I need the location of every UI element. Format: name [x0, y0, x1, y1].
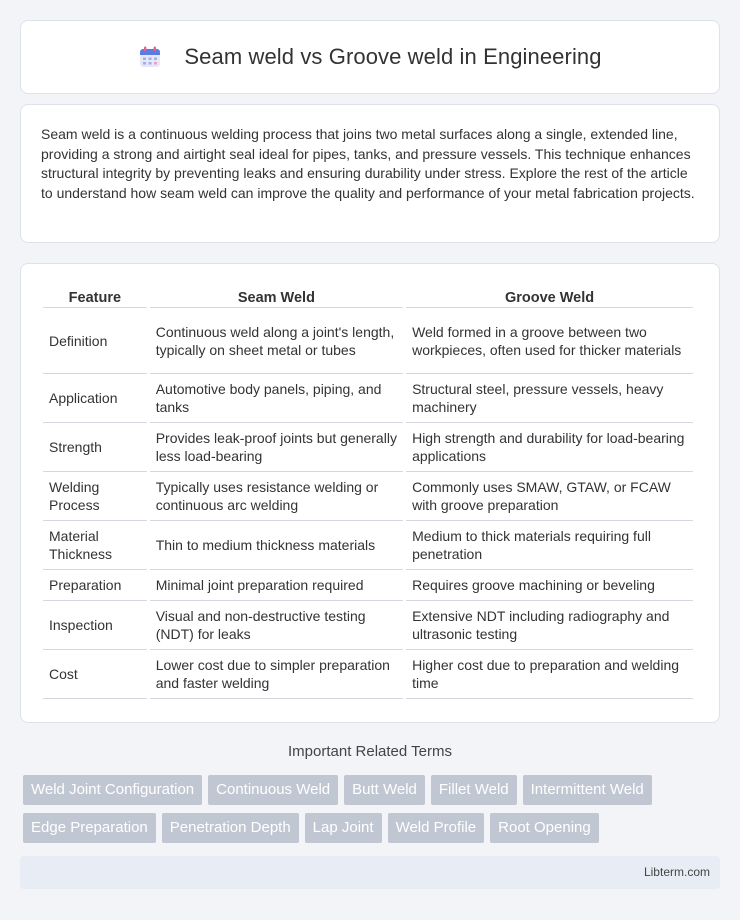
header-groove-weld: Groove Weld [406, 284, 693, 308]
related-term-tag[interactable]: Continuous Weld [208, 775, 338, 805]
cell-seam-weld: Lower cost due to simpler preparation and faster welding [150, 650, 403, 699]
related-term-tag[interactable]: Intermittent Weld [523, 775, 652, 805]
cell-seam-weld: Visual and non-destructive testing (NDT) for leaks [150, 601, 403, 650]
related-term-tag[interactable]: Fillet Weld [431, 775, 517, 805]
cell-feature: Preparation [43, 570, 147, 601]
related-term-tag[interactable]: Weld Profile [388, 813, 485, 843]
cell-seam-weld: Continuous weld along a joint's length, typically on sheet metal or tubes [150, 308, 403, 374]
related-term-tag[interactable]: Root Opening [490, 813, 599, 843]
tag-row [23, 775, 703, 805]
related-term-tag[interactable]: Weld Joint Configuration [23, 775, 202, 805]
table-row [43, 521, 693, 570]
table-row [43, 472, 693, 521]
header-feature: Feature [43, 284, 147, 308]
cell-seam-weld: Minimal joint preparation required [150, 570, 403, 601]
cell-groove-weld: Commonly uses SMAW, GTAW, or FCAW with groove preparation [406, 472, 693, 521]
cell-seam-weld: Automotive body panels, piping, and tanks [150, 374, 403, 423]
cell-groove-weld: Requires groove machining or beveling [406, 570, 693, 601]
cell-groove-weld: Higher cost due to preparation and welding time [406, 650, 693, 699]
cell-feature: Definition [43, 308, 147, 374]
tag-row [23, 813, 703, 843]
cell-groove-weld: Structural steel, pressure vessels, heavy machinery [406, 374, 693, 423]
table-row [43, 423, 693, 472]
cell-feature: Strength [43, 423, 147, 472]
table-header-row [43, 284, 693, 308]
table-row [43, 374, 693, 423]
cell-seam-weld: Provides leak-proof joints but generally less load-bearing [150, 423, 403, 472]
comparison-table [40, 284, 696, 699]
related-term-tag[interactable]: Butt Weld [344, 775, 425, 805]
calendar-icon [138, 45, 162, 69]
header-seam-weld: Seam Weld [150, 284, 403, 308]
intro-paragraph: Seam weld is a continuous welding process that joins two metal surfaces along a single, extended line, providing a strong and airtight seal ideal for pipes, tanks, and pressure vessels. This technique enhances structural integrity by preventing leaks and ensuring durability under stress. Explore the rest of the article to understand how seam weld can improve the quality and performance of your metal fabrication projects. [41, 126, 695, 201]
page-title: Seam weld vs Groove weld in Engineering [184, 44, 602, 69]
cell-seam-weld: Thin to medium thickness materials [150, 521, 403, 570]
cell-feature: Inspection [43, 601, 147, 650]
table-row [43, 650, 693, 699]
related-term-tag[interactable]: Lap Joint [305, 813, 382, 843]
cell-feature: Cost [43, 650, 147, 699]
table-row [43, 601, 693, 650]
table-row [43, 308, 693, 374]
related-term-tag[interactable]: Penetration Depth [162, 813, 299, 843]
cell-seam-weld: Typically uses resistance welding or continuous arc welding [150, 472, 403, 521]
cell-groove-weld: High strength and durability for load-bearing applications [406, 423, 693, 472]
cell-feature: Application [43, 374, 147, 423]
cell-groove-weld: Weld formed in a groove between two workpieces, often used for thicker materials [406, 308, 693, 374]
cell-feature: Material Thickness [43, 521, 147, 570]
table-row [43, 570, 693, 601]
footer [20, 856, 720, 889]
comparison-card [20, 263, 720, 723]
footer-site[interactable]: Libterm.com [643, 865, 710, 879]
related-term-tag[interactable]: Edge Preparation [23, 813, 156, 843]
cell-feature: Welding Process [43, 472, 147, 521]
cell-groove-weld: Extensive NDT including radiography and ultrasonic testing [406, 601, 693, 650]
related-terms-title: Important Related Terms [288, 743, 452, 760]
related-terms [23, 775, 703, 851]
intro-card [20, 104, 720, 243]
cell-groove-weld: Medium to thick materials requiring full penetration [406, 521, 693, 570]
title-card [20, 20, 720, 94]
